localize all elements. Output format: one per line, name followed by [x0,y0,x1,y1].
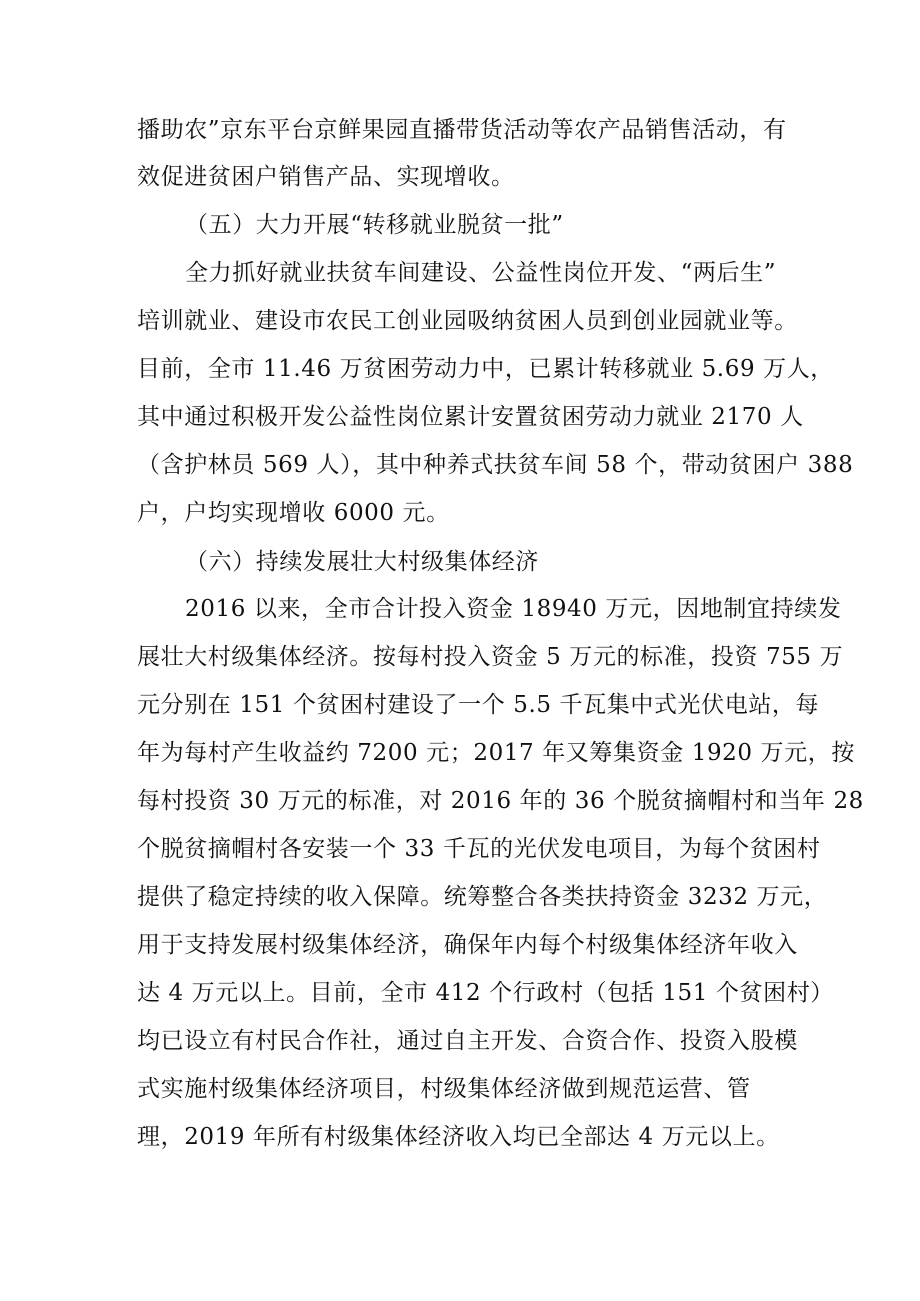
body-text-line: 2016 以来，全市合计投入资金 18940 万元，因地制宜持续发 [185,596,842,622]
body-text-line: 户，户均实现增收 6000 元。 [137,500,450,526]
body-text-line: 其中通过积极开发公益性岗位累计安置贫困劳动力就业 2170 人 [137,404,804,430]
body-text-line: 全力抓好就业扶贫车间建设、公益性岗位开发、“两后生” [185,260,777,286]
body-text-line: 展壮大村级集体经济。按每村投入资金 5 万元的标准，投资 755 万 [137,644,844,670]
body-text-line: 个脱贫摘帽村各安装一个 33 千瓦的光伏发电项目，为每个贫困村 [137,836,821,862]
section-heading-5: （五）大力开展“转移就业脱贫一批” [185,212,564,238]
body-text-line: 培训就业、建设市农民工创业园吸纳贫困人员到创业园就业等。 [137,308,798,334]
body-text-line: 元分别在 151 个贫困村建设了一个 5.5 千瓦集中式光伏电站，每 [137,692,820,718]
body-text-line: 达 4 万元以上。目前，全市 412 个行政村（包括 151 个贫困村） [137,980,834,1006]
body-text-line: 理，2019 年所有村级集体经济收入均已全部达 4 万元以上。 [137,1124,780,1150]
body-text-line: （含护林员 569 人），其中种养式扶贫车间 58 个，带动贫困户 388 [137,452,854,478]
body-text-line: 式实施村级集体经济项目，村级集体经济做到规范运营、管 [137,1076,751,1102]
body-text-line: 效促进贫困户销售产品、实现增收。 [137,164,515,190]
body-text-line: 提供了稳定持续的收入保障。统筹整合各类扶持资金 3232 万元， [137,884,828,910]
body-text-line: 目前，全市 11.46 万贫困劳动力中，已累计转移就业 5.69 万人， [137,356,834,382]
body-text-line: 用于支持发展村级集体经济，确保年内每个村级集体经济年收入 [137,932,798,958]
body-text-line: 播助农”京东平台京鲜果园直播带货活动等农产品销售活动，有 [137,117,787,143]
body-text-line: 均已设立有村民合作社，通过自主开发、合资合作、投资入股模 [137,1028,798,1054]
section-heading-6: （六）持续发展壮大村级集体经济 [185,549,539,575]
body-text-line: 年为每村产生收益约 7200 元；2017 年又筹集资金 1920 万元，按 [137,740,855,766]
body-text-line: 每村投资 30 万元的标准，对 2016 年的 36 个脱贫摘帽村和当年 28 [137,788,864,814]
